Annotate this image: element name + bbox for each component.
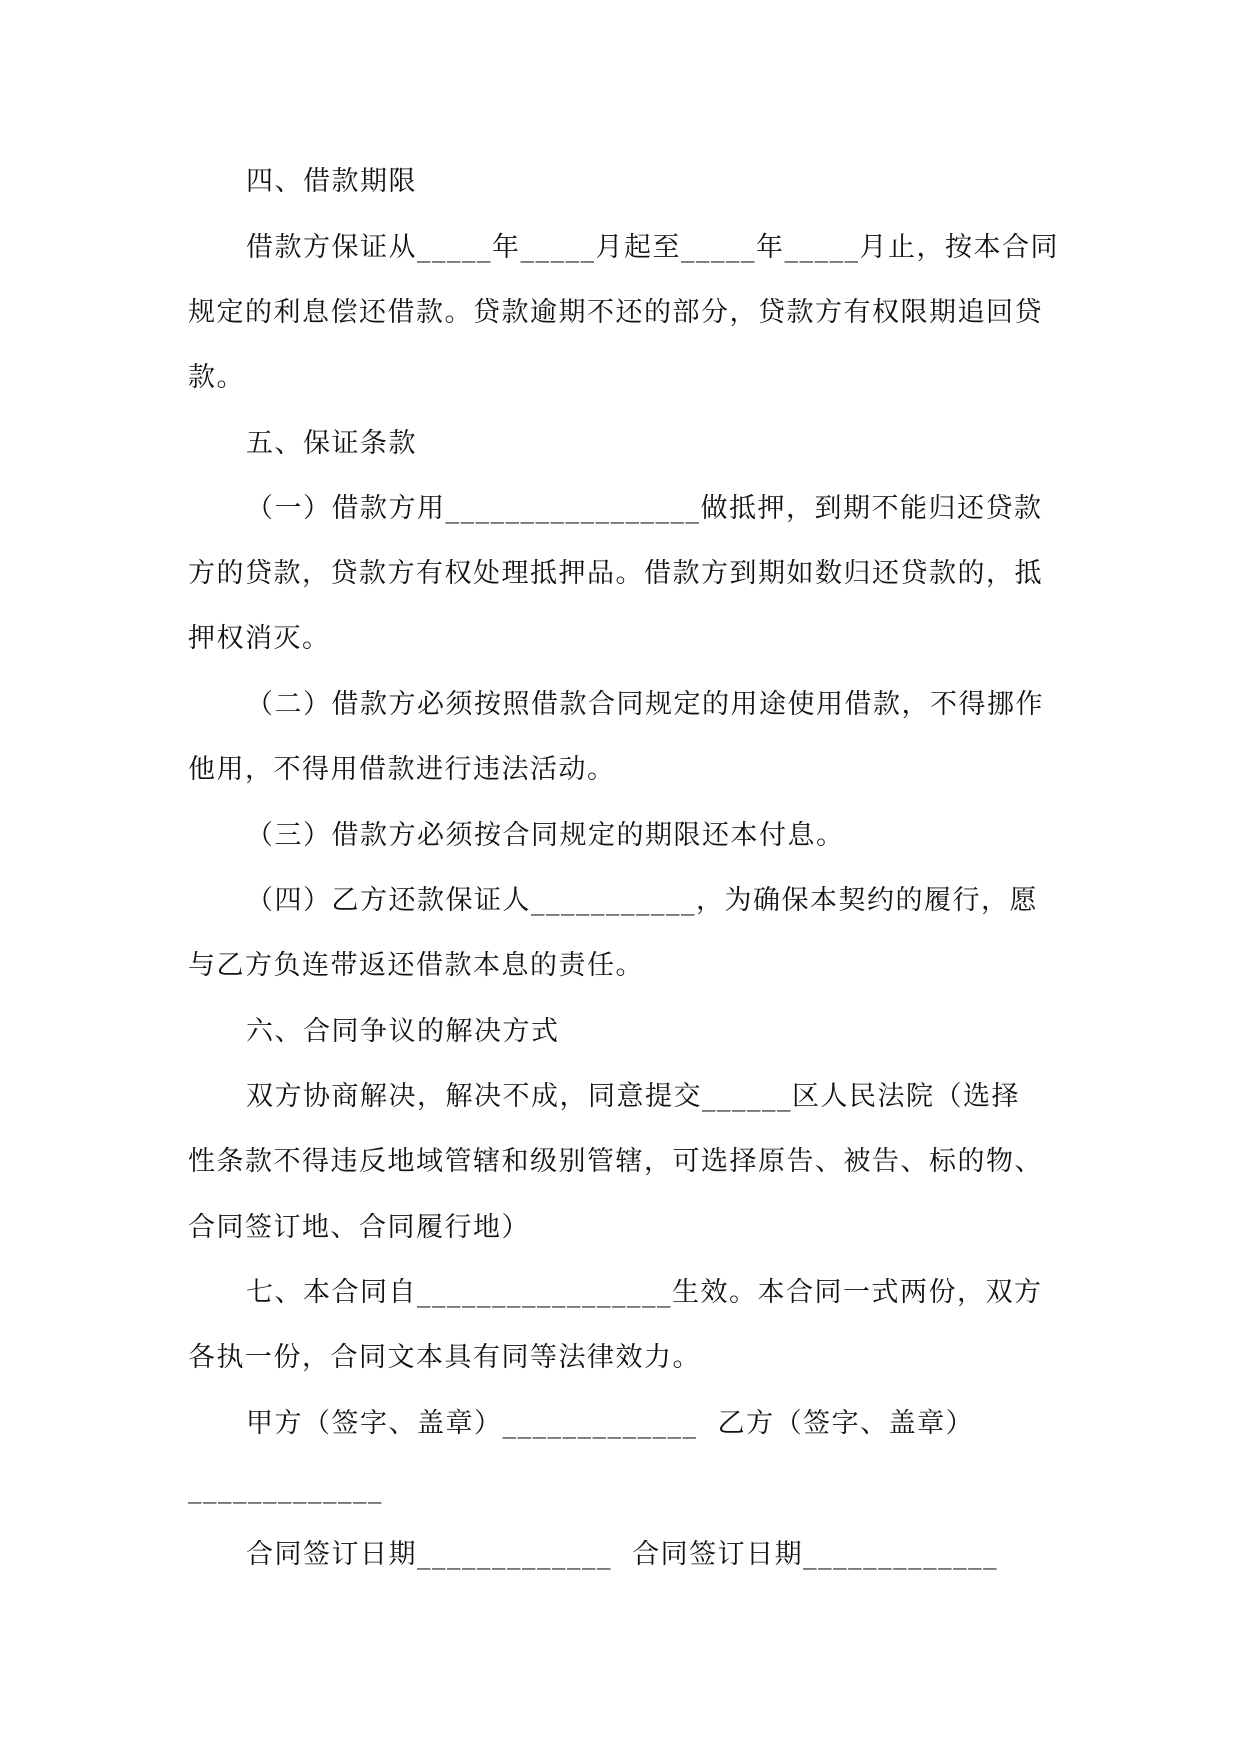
signature-line-party-b-blank: _____________	[188, 1473, 383, 1504]
section-4-text-line: 借款方保证从_____年_____月起至_____年_____月止，按本合同	[246, 232, 1059, 263]
section-7-text-line: 各执一份，合同文本具有同等法律效力。	[188, 1342, 701, 1373]
section-4-text-line: 款。	[188, 362, 245, 393]
signature-line-party-a-b: 甲方（签字、盖章）_____________ 乙方（签字、盖章）	[246, 1408, 975, 1439]
section-4-heading: 四、借款期限	[246, 166, 417, 197]
section-6-text-line: 合同签订地、合同履行地）	[188, 1212, 530, 1243]
section-5-item-1-line: 方的贷款，贷款方有权处理抵押品。借款方到期如数归还贷款的，抵	[188, 558, 1043, 589]
section-6-text-line: 性条款不得违反地域管辖和级别管辖，可选择原告、被告、标的物、	[188, 1146, 1043, 1177]
section-5-item-2-line: 他用，不得用借款进行违法活动。	[188, 754, 616, 785]
section-4-text-line: 规定的利息偿还借款。贷款逾期不还的部分，贷款方有权限期追回贷	[188, 297, 1043, 328]
section-5-item-1-line: （一）借款方用_________________做抵押，到期不能归还贷款	[246, 493, 1043, 524]
section-6-heading: 六、合同争议的解决方式	[246, 1016, 560, 1047]
signing-date-line: 合同签订日期_____________ 合同签订日期_____________	[246, 1539, 999, 1570]
section-7-text-line: 七、本合同自_________________生效。本合同一式两份，双方	[246, 1277, 1043, 1308]
section-5-item-1-line: 押权消灭。	[188, 623, 331, 654]
section-5-heading: 五、保证条款	[246, 428, 417, 459]
section-5-item-2-line: （二）借款方必须按照借款合同规定的用途使用借款，不得挪作	[246, 689, 1044, 720]
section-5-item-3-line: （三）借款方必须按合同规定的期限还本付息。	[246, 820, 845, 851]
section-6-text-line: 双方协商解决，解决不成，同意提交______区人民法院（选择	[246, 1081, 1020, 1112]
section-5-item-4-line: 与乙方负连带返还借款本息的责任。	[188, 950, 644, 981]
section-5-item-4-line: （四）乙方还款保证人___________，为确保本契约的履行，愿	[246, 885, 1038, 916]
